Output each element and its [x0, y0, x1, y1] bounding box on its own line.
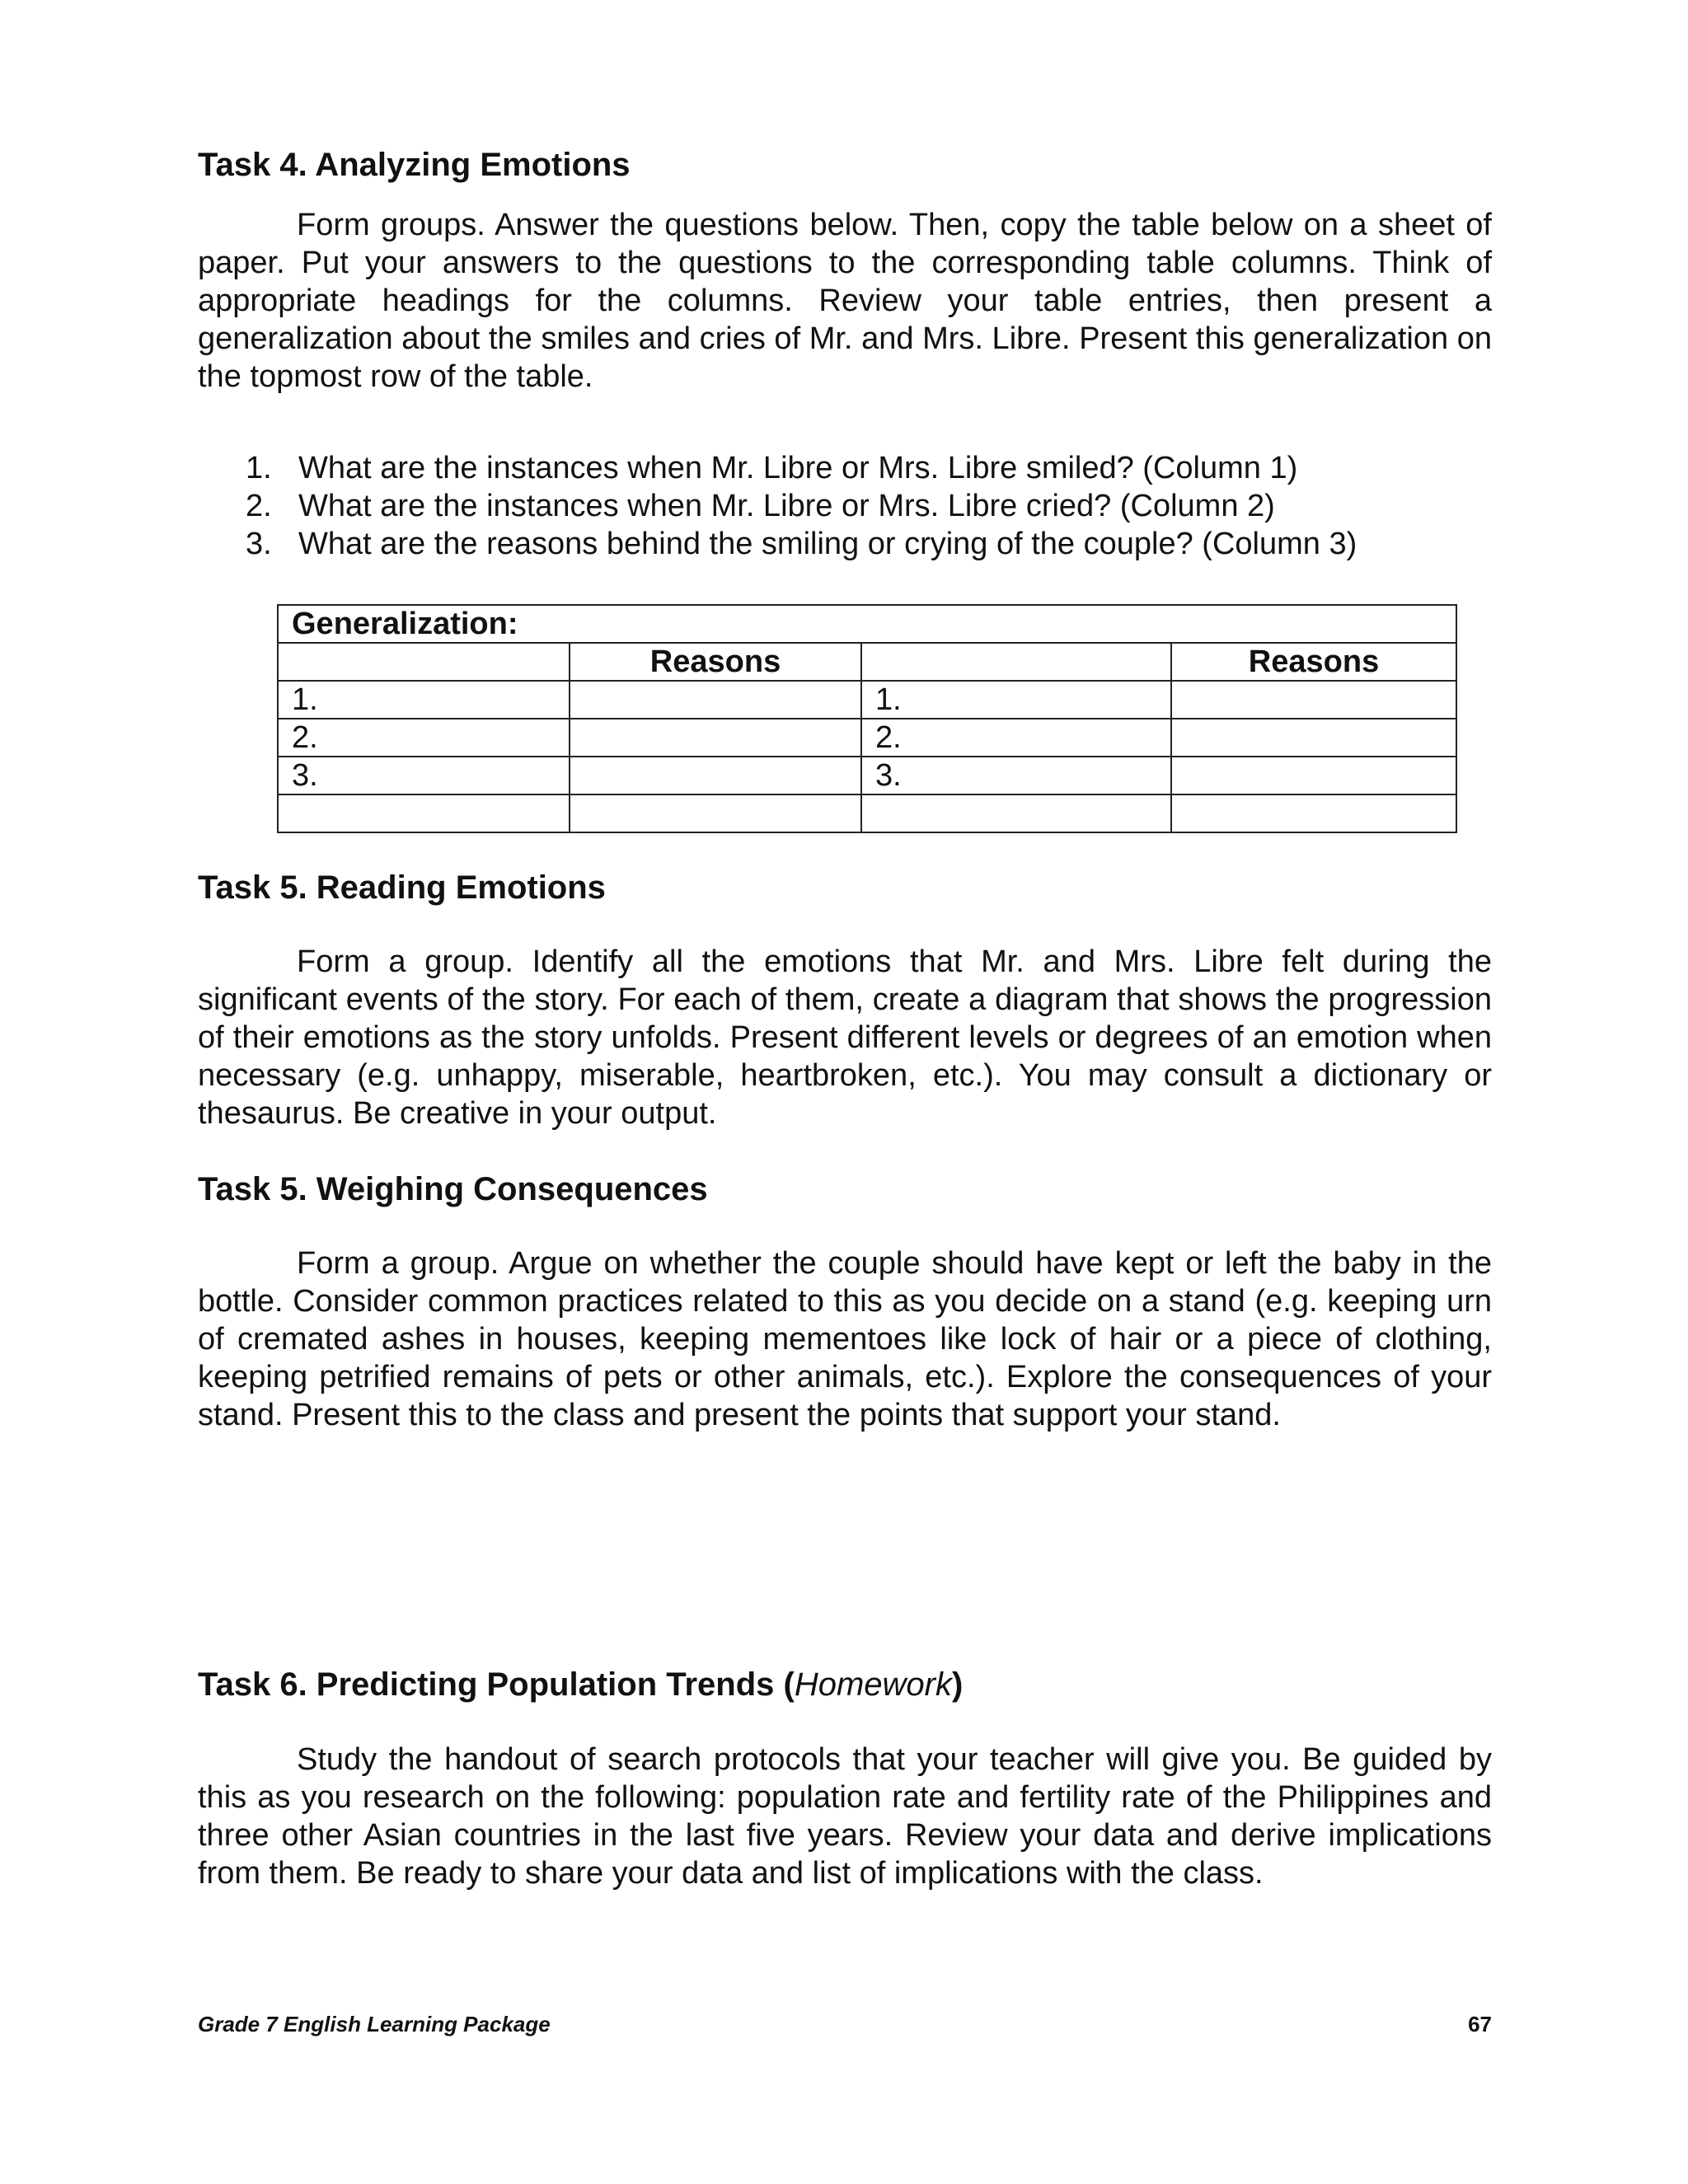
table-cell: [570, 719, 861, 757]
table-row: [278, 757, 1456, 794]
table-header-cell: Reasons: [1171, 643, 1456, 681]
table-row: [278, 794, 1456, 832]
task6-heading-homework: Homework: [794, 1666, 952, 1703]
table-row: [278, 605, 1456, 643]
question-number: 2.: [246, 489, 272, 523]
table-cell: 3.: [861, 757, 1171, 794]
task4-paragraph: Form groups. Answer the questions below. Then, copy the table below on a sheet of paper. Put your answers to the questions to the corresponding table columns. Think of appropriate headings for the columns. Review your table entries, then present a generalization about the smiles and cries of Mr. and Mrs. Libre. Present this generalization on the topmost row of the table.: [198, 208, 1492, 394]
table-cell: 3.: [278, 757, 570, 794]
table-cell: [1171, 719, 1456, 757]
question-text: What are the instances when Mr. Libre or Mrs. Libre cried? (Column 2): [298, 489, 1275, 523]
question-item: [198, 525, 1492, 563]
task5-reading-heading: Task 5. Reading Emotions: [198, 869, 606, 906]
table-cell: [1171, 757, 1456, 794]
question-text: What are the instances when Mr. Libre or Mrs. Libre smiled? (Column 1): [298, 451, 1298, 485]
table-cell: 2.: [861, 719, 1171, 757]
table-header-cell: [861, 643, 1171, 681]
page-number: 67: [1468, 2012, 1492, 2036]
table-header-cell: [278, 643, 570, 681]
task5-weighing-paragraph: Form a group. Argue on whether the couple should have kept or left the baby in the bottle. Consider common practices related to this as you decide on a stand (e.g. keeping urn of cremated ashes in houses, keeping mementoes like lock of hair or a piece of clothing, keeping petrified remains of pets or other animals, etc.). Explore the consequences of your stand. Present this to the class and present the points that support your stand.: [198, 1246, 1492, 1432]
table-cell: 1.: [278, 681, 570, 719]
question-item: [198, 487, 1492, 525]
table-cell: [861, 794, 1171, 832]
task4-question-list: [198, 449, 1492, 563]
question-number: 1.: [246, 451, 272, 485]
table-header-cell: Reasons: [570, 643, 861, 681]
task6-heading: [198, 1665, 963, 1704]
table-cell: [570, 794, 861, 832]
table-row: [278, 719, 1456, 757]
task6-paragraph: Study the handout of search protocols that your teacher will give you. Be guided by this as you research on the following: population rate and fertility rate of the Philippines and three other Asian countries in the last five years. Review your data and derive implications from them. Be ready to share your data and list of implications with the class.: [198, 1742, 1492, 1891]
task4-heading: Task 4. Analyzing Emotions: [198, 147, 631, 183]
table-cell: [1171, 681, 1456, 719]
table-cell: [570, 757, 861, 794]
table-cell: [1171, 794, 1456, 832]
generalization-table: [277, 604, 1457, 833]
question-item: [198, 449, 1492, 487]
generalization-cell: Generalization:: [278, 605, 1456, 643]
task6-heading-main: Task 6. Predicting Population Trends: [198, 1666, 775, 1703]
table-cell: 1.: [861, 681, 1171, 719]
table-row: [278, 681, 1456, 719]
question-number: 3.: [246, 527, 272, 561]
question-text: What are the reasons behind the smiling or crying of the couple? (Column 3): [298, 527, 1357, 561]
task6-heading-close: ): [952, 1666, 964, 1703]
table-cell: [570, 681, 861, 719]
task6-heading-open: (: [774, 1666, 795, 1703]
table-cell: [278, 794, 570, 832]
table-cell: 2.: [278, 719, 570, 757]
task5-weighing-heading: Task 5. Weighing Consequences: [198, 1171, 708, 1207]
table-header-row: [278, 643, 1456, 681]
footer-title: Grade 7 English Learning Package: [198, 2012, 551, 2036]
task5-reading-paragraph: Form a group. Identify all the emotions that Mr. and Mrs. Libre felt during the significant events of the story. For each of them, create a diagram that shows the progression of their emotions as the story unfolds. Present different levels or degrees of an emotion when necessary (e.g. unhappy, miserable, heartbroken, etc.). You may consult a dictionary or thesaurus. Be creative in your output.: [198, 944, 1492, 1131]
